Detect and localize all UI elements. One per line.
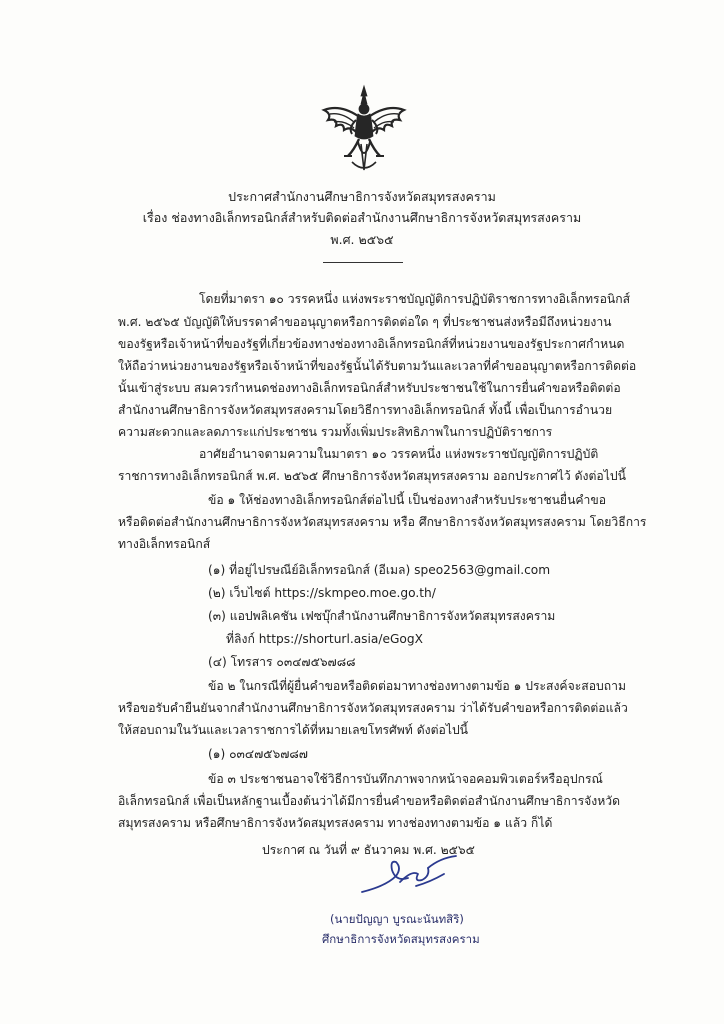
paragraph-line: พ.ศ. ๒๕๖๕ บัญญัติให้บรรดาคำขออนุญาตหรือการติดต่อใด ๆ ที่ประชาชนส่งหรือมีถึงหน่วยงาน bbox=[118, 315, 612, 329]
paragraph-line: ให้ถือว่าหน่วยงานของรัฐหรือเจ้าหน้าที่ของรัฐนั้นได้รับตามวันและเวลาที่คำขออนุญาตหรือการติดต่อ bbox=[118, 359, 637, 373]
paragraph-line: หรือติดต่อสำนักงานศึกษาธิการจังหวัดสมุทรสงคราม หรือ ศึกษาธิการจังหวัดสมุทรสงคราม โดยวิธีการ bbox=[118, 515, 647, 529]
paragraph-line: ของรัฐหรือเจ้าหน้าที่ของรัฐที่เกี่ยวข้องทางช่องทางอิเล็กทรอนิกส์ที่หน่วยงานของรัฐประกาศกำหนด bbox=[118, 337, 625, 351]
paragraph-line: ให้สอบถามในวันและเวลาราชการได้ที่หมายเลขโทรศัพท์ ดังต่อไปนี้ bbox=[118, 723, 469, 737]
announcement-title: ประกาศสำนักงานศึกษาธิการจังหวัดสมุทรสงคราม bbox=[228, 189, 496, 204]
paragraph-line: โดยที่มาตรา ๑๐ วรรคหนึ่ง แห่งพระราชบัญญัติการปฏิบัติราชการทางอิเล็กทรอนิกส์ bbox=[199, 292, 631, 306]
title-divider bbox=[323, 262, 403, 263]
paragraph-line: ความสะดวกและลดภาระแก่ประชาชน รวมทั้งเพิ่มประสิทธิภาพในการปฏิบัติราชการ bbox=[118, 425, 553, 439]
channel-website: (๒) เว็บไซต์ https://skmpeo.moe.go.th/ bbox=[208, 586, 436, 600]
phone-number: (๑) ๐๓๔๗๕๖๗๘๗ bbox=[208, 747, 308, 761]
paragraph-line: ข้อ ๑ ให้ช่องทางอิเล็กทรอนิกส์ต่อไปนี้ เป็นช่องทางสำหรับประชาชนยื่นคำขอ bbox=[208, 493, 607, 507]
paragraph-line: ราชการทางอิเล็กทรอนิกส์ พ.ศ. ๒๕๖๕ ศึกษาธิการจังหวัดสมุทรสงคราม ออกประกาศไว้ ดังต่อไปนี้ bbox=[118, 469, 626, 483]
channel-fax: (๔) โทรสาร ๐๓๔๗๕๖๗๘๘ bbox=[208, 655, 356, 669]
paragraph-line: สมุทรสงคราม หรือศึกษาธิการจังหวัดสมุทรสงคราม ทางช่องทางตามข้อ ๑ แล้ว ก็ได้ bbox=[118, 816, 553, 830]
announcement-subject: เรื่อง ช่องทางอิเล็กทรอนิกส์สำหรับติดต่อสำนักงานศึกษาธิการจังหวัดสมุทรสงคราม bbox=[142, 210, 582, 225]
channel-app: (๓) แอปพลิเคชัน เฟซบุ๊กสำนักงานศึกษาธิการจังหวัดสมุทรสงคราม bbox=[208, 609, 556, 623]
paragraph-line: นั้นเข้าสู่ระบบ สมควรกำหนดช่องทางอิเล็กทรอนิกส์สำหรับประชาชนใช้ในการยื่นคำขอหรือติดต่อ bbox=[118, 381, 621, 395]
announcement-year: พ.ศ. ๒๕๖๕ bbox=[330, 232, 394, 247]
garuda-emblem-icon bbox=[318, 84, 410, 176]
paragraph-line: สำนักงานศึกษาธิการจังหวัดสมุทรสงครามโดยวิธีการทางอิเล็กทรอนิกส์ ทั้งนี้ เพื่อเป็นการอำนวย bbox=[118, 403, 613, 417]
paragraph-line: อิเล็กทรอนิกส์ เพื่อเป็นหลักฐานเบื้องต้นว่าได้มีการยื่นคำขอหรือติดต่อสำนักงานศึกษาธิการจังหวัด bbox=[118, 794, 621, 808]
paragraph-line: ข้อ ๓ ประชาชนอาจใช้วิธีการบันทึกภาพจากหน้าจอคอมพิวเตอร์หรืออุปกรณ์ bbox=[208, 772, 603, 786]
channel-email: (๑) ที่อยู่ไปรษณีย์อิเล็กทรอนิกส์ (อีเมล) speo2563@gmail.com bbox=[208, 563, 551, 577]
signer-name: (นายปัญญา บูรณะนันทสิริ) bbox=[330, 912, 464, 926]
handwritten-signature-icon bbox=[356, 852, 466, 898]
announcement-date: ประกาศ ณ วันที่ ๙ ธันวาคม พ.ศ. ๒๕๖๕ bbox=[262, 843, 475, 857]
paragraph-line: ข้อ ๒ ในกรณีที่ผู้ยื่นคำขอหรือติดต่อมาทางช่องทางตามข้อ ๑ ประสงค์จะสอบถาม bbox=[208, 679, 627, 693]
channel-app-link: ที่ลิงก์ https://shorturl.asia/eGogX bbox=[226, 632, 423, 646]
paragraph-line: อาศัยอำนาจตามความในมาตรา ๑๐ วรรคหนึ่ง แห่งพระราชบัญญัติการปฏิบัติ bbox=[199, 447, 599, 461]
paragraph-line: หรือขอรับคำยืนยันจากสำนักงานศึกษาธิการจังหวัดสมุทรสงคราม ว่าได้รับคำขอหรือการติดต่อแล้ว bbox=[118, 701, 628, 715]
signer-position: ศึกษาธิการจังหวัดสมุทรสงคราม bbox=[322, 932, 480, 946]
paragraph-line: ทางอิเล็กทรอนิกส์ bbox=[118, 537, 211, 551]
